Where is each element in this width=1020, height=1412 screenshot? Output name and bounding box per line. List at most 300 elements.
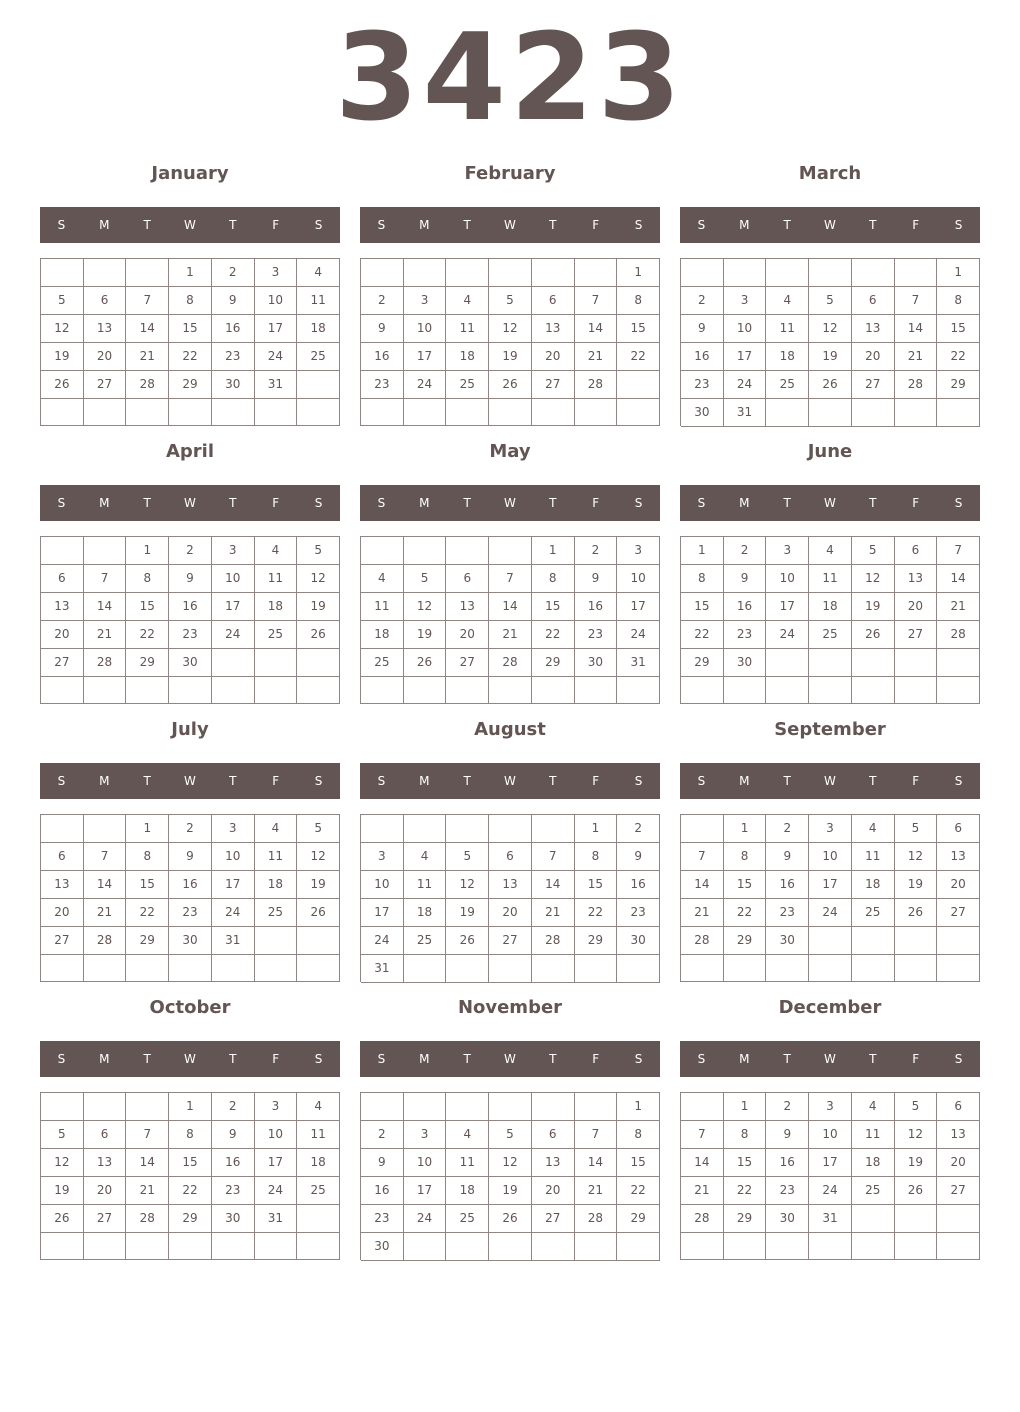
day-cell [766,677,809,704]
day-cell: 12 [41,315,84,343]
day-cell [532,955,575,983]
weekday-label: M [99,496,110,510]
day-cell: 5 [895,1093,938,1121]
day-cell [361,259,404,287]
day-cell: 15 [126,871,169,899]
day-cell: 5 [489,287,532,315]
day-cell: 14 [681,871,724,899]
day-cell: 13 [84,315,127,343]
day-cell: 12 [852,565,895,593]
day-cell: 11 [255,843,298,871]
day-cell [895,259,938,287]
day-cell [84,537,127,565]
day-cell [937,1233,980,1260]
day-cell: 17 [809,1149,852,1177]
day-cell: 31 [724,399,767,427]
day-grid [680,1092,980,1260]
month-february [360,156,660,434]
day-cell: 7 [532,843,575,871]
day-cell [532,815,575,843]
day-cell: 30 [617,927,660,955]
day-cell: 6 [852,287,895,315]
day-cell [809,927,852,955]
month-name: October [149,997,231,1018]
day-cell [126,955,169,982]
day-cell [809,955,852,982]
day-grid [360,536,660,704]
day-cell: 18 [255,593,298,621]
month-december [680,990,980,1268]
day-cell: 14 [681,1149,724,1177]
day-cell: 30 [212,1205,255,1233]
day-cell [489,259,532,287]
day-cell: 11 [297,287,340,315]
day-cell: 9 [617,843,660,871]
day-cell: 12 [41,1149,84,1177]
day-cell: 18 [255,871,298,899]
weekday-label: W [504,496,516,510]
day-cell: 20 [41,899,84,927]
day-cell: 16 [766,1149,809,1177]
day-cell: 6 [489,843,532,871]
day-cell: 24 [404,371,447,399]
day-cell: 24 [255,343,298,371]
day-cell: 30 [169,649,212,677]
day-cell: 30 [766,927,809,955]
day-cell: 20 [937,871,980,899]
day-cell: 15 [617,315,660,343]
day-cell [361,815,404,843]
day-cell: 21 [532,899,575,927]
day-cell: 21 [575,343,618,371]
weekday-label: S [697,774,706,788]
day-cell: 27 [446,649,489,677]
month-name: November [457,997,563,1018]
weekday-header [360,207,660,243]
day-cell [361,1093,404,1121]
day-cell: 19 [895,1149,938,1177]
day-cell: 9 [361,315,404,343]
day-cell: 8 [681,565,724,593]
weekday-label: T [783,1052,791,1066]
day-cell: 22 [532,621,575,649]
weekday-header [40,207,340,243]
month-name: January [151,163,229,184]
day-cell [84,259,127,287]
day-cell: 14 [532,871,575,899]
day-cell: 7 [84,843,127,871]
day-cell [575,259,618,287]
day-cell [809,1233,852,1260]
day-cell: 1 [724,815,767,843]
day-cell: 10 [724,315,767,343]
weekday-label: W [824,496,836,510]
day-cell: 12 [297,843,340,871]
day-cell [937,677,980,704]
day-cell: 6 [41,565,84,593]
day-cell [489,955,532,983]
day-cell: 28 [681,1205,724,1233]
day-cell [41,399,84,426]
weekday-label: S [954,218,963,232]
day-cell: 7 [126,1121,169,1149]
weekday-header [680,485,980,521]
day-cell: 1 [724,1093,767,1121]
day-cell: 16 [169,871,212,899]
day-cell: 4 [297,1093,340,1121]
day-cell: 27 [41,927,84,955]
month-november [360,990,660,1268]
weekday-label: W [184,218,196,232]
weekday-label: T [783,496,791,510]
day-cell: 2 [766,815,809,843]
day-cell: 4 [446,287,489,315]
day-cell: 15 [681,593,724,621]
day-cell: 4 [255,815,298,843]
day-cell [895,677,938,704]
weekday-label: S [57,774,66,788]
day-cell: 12 [489,315,532,343]
day-cell: 23 [361,371,404,399]
day-cell: 20 [937,1149,980,1177]
day-cell: 7 [84,565,127,593]
day-cell: 24 [212,899,255,927]
day-cell [41,259,84,287]
day-cell: 17 [212,871,255,899]
day-cell [937,955,980,982]
day-cell: 10 [361,871,404,899]
day-cell: 30 [361,1233,404,1261]
day-cell: 14 [575,315,618,343]
day-grid [360,258,660,426]
day-cell: 5 [852,537,895,565]
day-cell [446,1233,489,1261]
day-cell: 16 [575,593,618,621]
day-cell: 7 [575,1121,618,1149]
month-january [40,156,340,434]
day-cell [895,1233,938,1260]
day-cell [852,1233,895,1260]
weekday-label: W [504,774,516,788]
day-cell: 8 [126,843,169,871]
day-cell: 23 [212,1177,255,1205]
day-cell: 23 [681,371,724,399]
month-name: June [807,441,853,462]
day-cell: 15 [169,315,212,343]
day-cell: 20 [532,343,575,371]
weekday-label: W [824,774,836,788]
weekday-label: W [504,218,516,232]
day-cell: 18 [852,871,895,899]
day-cell: 17 [361,899,404,927]
day-cell: 10 [212,843,255,871]
day-cell: 16 [169,593,212,621]
day-cell: 12 [895,843,938,871]
weekday-label: M [99,1052,110,1066]
weekday-label: T [869,496,877,510]
day-cell: 23 [766,1177,809,1205]
day-cell [681,259,724,287]
day-cell [617,371,660,399]
day-cell [724,955,767,982]
day-cell: 27 [41,649,84,677]
day-cell: 3 [212,537,255,565]
weekday-label: S [377,1052,386,1066]
day-cell [404,537,447,565]
day-cell: 21 [937,593,980,621]
day-cell [852,1205,895,1233]
day-grid [680,258,980,426]
day-cell: 23 [169,621,212,649]
day-cell: 14 [489,593,532,621]
day-cell [297,649,340,677]
day-cell: 11 [404,871,447,899]
weekday-label: F [592,218,600,232]
day-cell: 17 [255,1149,298,1177]
day-cell: 1 [532,537,575,565]
day-cell: 5 [297,537,340,565]
day-cell [895,927,938,955]
day-cell [852,955,895,982]
day-cell [361,537,404,565]
day-cell: 18 [446,1177,489,1205]
weekday-label: T [229,774,237,788]
day-cell [681,677,724,704]
weekday-header [40,1041,340,1077]
day-cell: 3 [255,259,298,287]
day-cell: 5 [404,565,447,593]
day-cell: 25 [297,343,340,371]
day-cell: 16 [361,343,404,371]
day-cell: 30 [766,1205,809,1233]
day-cell: 26 [852,621,895,649]
day-cell: 8 [575,843,618,871]
day-cell [446,259,489,287]
day-cell: 20 [489,899,532,927]
day-cell: 28 [681,927,724,955]
month-october [40,990,340,1268]
day-cell: 2 [212,1093,255,1121]
day-cell: 9 [681,315,724,343]
weekday-label: T [549,1052,557,1066]
day-cell [809,259,852,287]
weekday-label: S [697,218,706,232]
day-cell [446,677,489,704]
month-name: December [778,997,882,1018]
day-cell: 8 [169,287,212,315]
weekday-label: M [419,1052,430,1066]
day-cell: 6 [446,565,489,593]
day-cell [532,1233,575,1261]
day-cell [617,955,660,983]
weekday-label: F [592,1052,600,1066]
day-cell: 17 [809,871,852,899]
day-cell: 27 [489,927,532,955]
weekday-label: F [272,1052,280,1066]
day-cell: 11 [297,1121,340,1149]
day-cell: 9 [169,843,212,871]
day-cell [446,815,489,843]
day-cell: 12 [446,871,489,899]
day-cell: 13 [41,593,84,621]
day-cell: 19 [852,593,895,621]
weekday-label: T [549,496,557,510]
day-cell [532,677,575,704]
weekday-label: F [912,496,920,510]
day-cell [895,399,938,427]
day-cell: 20 [84,343,127,371]
day-cell: 16 [617,871,660,899]
day-cell: 19 [895,871,938,899]
day-grid [40,1092,340,1260]
weekday-label: S [954,774,963,788]
day-cell: 11 [809,565,852,593]
day-cell [361,399,404,426]
day-cell: 6 [532,1121,575,1149]
day-cell: 29 [681,649,724,677]
day-cell: 1 [575,815,618,843]
weekday-label: S [314,218,323,232]
day-cell [575,1093,618,1121]
weekday-label: S [377,774,386,788]
day-cell: 1 [126,537,169,565]
day-cell: 31 [255,1205,298,1233]
day-cell [489,399,532,426]
day-cell: 15 [126,593,169,621]
day-cell: 26 [404,649,447,677]
day-cell: 23 [575,621,618,649]
day-cell [575,1233,618,1261]
day-cell [575,399,618,426]
weekday-label: T [463,774,471,788]
weekday-label: S [697,496,706,510]
day-cell: 22 [126,899,169,927]
day-cell: 8 [617,1121,660,1149]
day-cell: 3 [724,287,767,315]
day-cell: 6 [41,843,84,871]
day-cell: 26 [895,1177,938,1205]
day-cell: 17 [617,593,660,621]
day-cell [404,399,447,426]
day-cell: 17 [212,593,255,621]
weekday-label: M [99,774,110,788]
day-cell: 11 [255,565,298,593]
day-cell: 15 [937,315,980,343]
day-grid [360,814,660,982]
day-cell: 24 [617,621,660,649]
day-cell [84,955,127,982]
day-cell: 6 [532,287,575,315]
day-cell: 25 [404,927,447,955]
day-cell: 15 [575,871,618,899]
day-cell [937,1205,980,1233]
weekday-label: F [272,496,280,510]
day-cell: 10 [255,1121,298,1149]
day-cell [809,399,852,427]
day-cell: 28 [575,1205,618,1233]
day-cell [84,677,127,704]
month-july [40,712,340,990]
day-cell: 21 [575,1177,618,1205]
day-cell: 7 [895,287,938,315]
day-cell [41,815,84,843]
day-cell: 15 [724,1149,767,1177]
weekday-label: S [697,1052,706,1066]
day-cell: 29 [126,927,169,955]
day-cell [575,677,618,704]
day-cell: 11 [446,315,489,343]
day-cell: 3 [404,1121,447,1149]
day-cell: 13 [446,593,489,621]
day-cell [41,955,84,982]
day-cell: 11 [852,843,895,871]
day-cell [532,259,575,287]
day-cell: 21 [84,621,127,649]
day-cell: 26 [41,371,84,399]
day-cell: 5 [41,1121,84,1149]
day-cell: 17 [404,343,447,371]
month-march [680,156,980,434]
day-cell: 27 [937,1177,980,1205]
day-cell: 2 [724,537,767,565]
day-cell [489,677,532,704]
weekday-label: F [912,774,920,788]
day-cell: 2 [169,537,212,565]
day-cell: 9 [575,565,618,593]
day-cell: 27 [532,1205,575,1233]
day-cell [169,1233,212,1260]
weekday-label: S [314,496,323,510]
day-cell: 13 [489,871,532,899]
day-cell: 19 [489,343,532,371]
day-cell: 15 [617,1149,660,1177]
day-cell: 2 [617,815,660,843]
weekday-label: S [634,1052,643,1066]
day-cell [681,955,724,982]
weekday-label: T [143,218,151,232]
month-name: April [165,441,215,462]
day-grid [680,814,980,982]
day-cell: 19 [446,899,489,927]
weekday-label: T [869,218,877,232]
day-cell: 21 [895,343,938,371]
day-cell: 28 [126,371,169,399]
day-cell [766,649,809,677]
day-cell: 2 [361,287,404,315]
day-cell: 2 [169,815,212,843]
day-cell [489,815,532,843]
month-name: September [774,719,886,740]
day-cell: 1 [937,259,980,287]
day-cell: 10 [809,843,852,871]
day-cell: 16 [361,1177,404,1205]
day-cell: 24 [255,1177,298,1205]
month-name: February [464,163,556,184]
day-cell [489,1093,532,1121]
day-cell: 31 [255,371,298,399]
day-cell: 10 [404,1149,447,1177]
weekday-label: M [419,774,430,788]
day-cell: 3 [617,537,660,565]
day-cell: 22 [169,1177,212,1205]
day-cell [617,399,660,426]
weekday-header [680,1041,980,1077]
day-cell [852,259,895,287]
day-cell: 27 [84,371,127,399]
day-cell: 28 [84,649,127,677]
day-cell: 4 [404,843,447,871]
day-cell: 29 [169,371,212,399]
